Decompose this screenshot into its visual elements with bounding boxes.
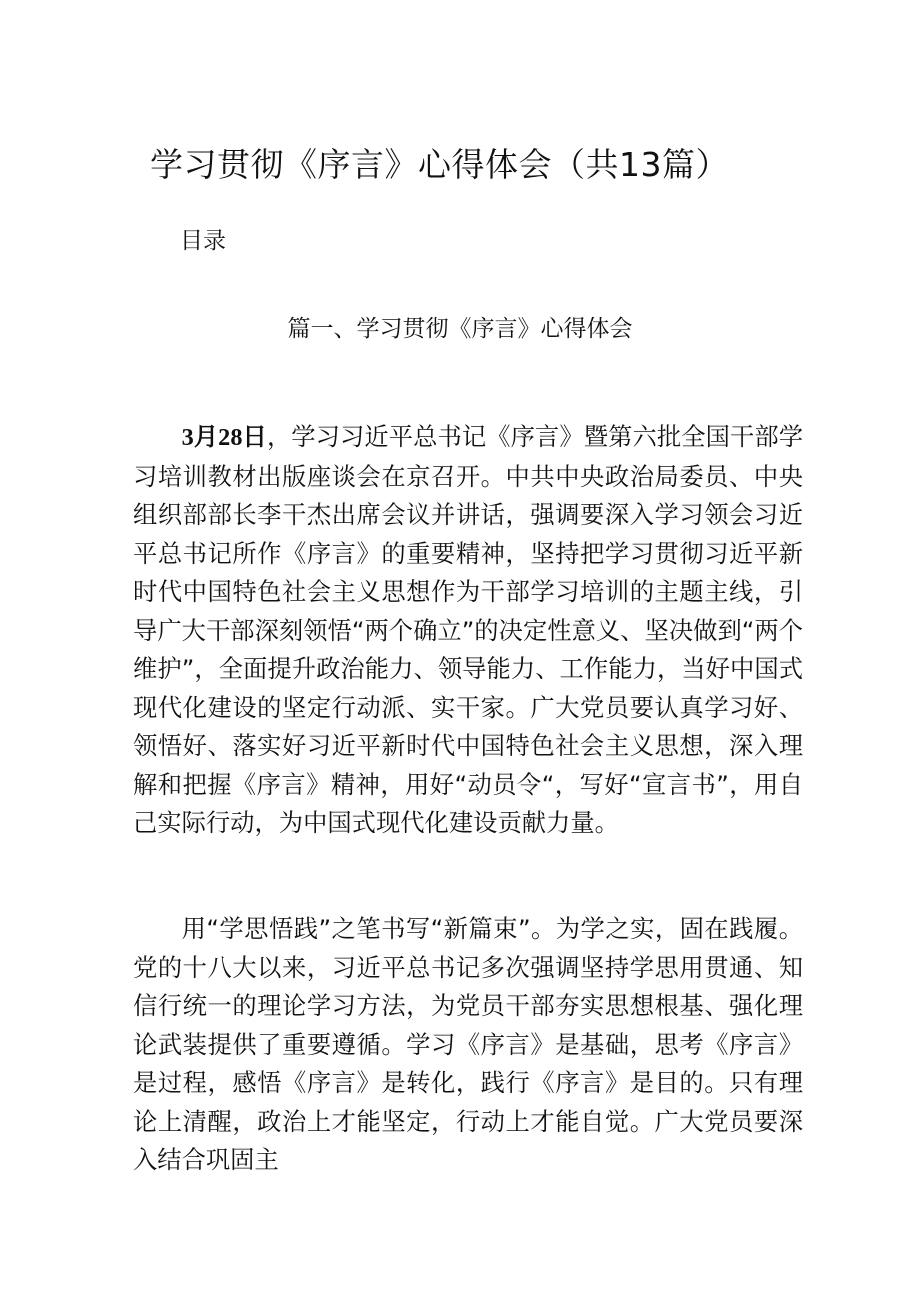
- body-paragraph-1: [133, 418, 803, 843]
- body-paragraph-2: [133, 910, 803, 1180]
- paragraph-lead-date: 3月28日: [181, 424, 267, 451]
- section-heading: 篇一、学习贯彻《序言》心得体会: [287, 316, 633, 342]
- document-title: 学习贯彻《序言》心得体会（共13篇）: [150, 145, 729, 184]
- paragraph-text: 用“学思悟践”之笔书写“新篇束”。为学之实，固在践履。党的十八大以来，习近平总书记多次强调坚持学思用贯通、知信行统一的理论学习方法，为党员干部夯实思想根基、强化理论武装提供了重要遵循。学习《序言》是基础，思考《序言》是过程，感悟《序言》是转化，践行《序言》是目的。只有理论上清醒，政治上才能坚定，行动上才能自觉。广大党员要深入结合巩固主: [133, 914, 803, 1174]
- toc-label: 目录: [180, 228, 226, 254]
- paragraph-text: ，学习习近平总书记《序言》暨第六批全国干部学习培训教材出版座谈会在京召开。中共中央政治局委员、中央组织部部长李干杰出席会议并讲话，强调要深入学习领会习近平总书记所作《序言》的重要精神，坚持把学习贯彻习近平新时代中国特色社会主义思想作为干部学习培训的主题主线，引导广大干部深刻领悟“两个确立”的决定性意义、坚决做到“两个维护”，全面提升政治能力、领导能力、工作能力，当好中国式现代化建设的坚定行动派、实干家。广大党员要认真学习好、领悟好、落实好习近平新时代中国特色社会主义思想，深入理解和把握《序言》精神，用好“动员令“，写好“宣言书”，用自己实际行动，为中国式现代化建设贡献力量。: [133, 422, 804, 837]
